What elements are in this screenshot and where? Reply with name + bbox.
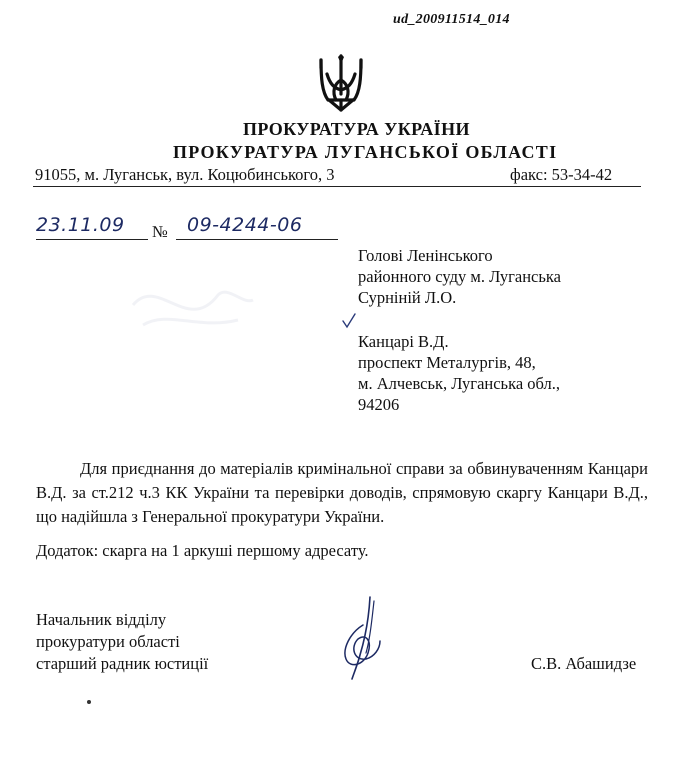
document-id: ud_200911514_014 [393,12,510,27]
body-paragraph: Для приєднання до матеріалів кримінальної справи за обвинуваченням Канцари В.Д. за ст.212 ч.3 КК України та перевірки доводів, спрямовую скаргу Канцари В.Д., що надійшла з Генеральної прокуратури України. [36,459,648,526]
registration-date: 23.11.09 [36,214,125,236]
org-title-2: ПРОКУРАТУРА ЛУГАНСЬКОЇ ОБЛАСТІ [173,142,558,162]
ink-speck [87,700,91,704]
recipient-1-line: Голові Ленінського [358,246,493,265]
recipient-2-line: проспект Металургів, 48, [358,353,536,372]
faint-stamp-mark [128,265,258,345]
trident-emblem-icon [318,54,364,119]
checkmark-icon [341,312,357,335]
org-address: 91055, м. Луганськ, вул. Коцюбинського, 3 [35,165,335,184]
number-underline [176,239,338,240]
signer-position-line: Начальник відділу [36,610,167,629]
recipient-2-line: Канцарі В.Д. [358,332,449,351]
registration-number-label: № [152,222,168,241]
date-underline [36,239,148,240]
recipient-1-line: районного суду м. Луганська [358,267,561,286]
signer-name: С.В. Абашидзе [531,654,637,673]
recipient-2-line: 94206 [358,395,400,414]
recipient-2-line: м. Алчевськ, Луганська обл., [358,374,561,393]
org-title-1: ПРОКУРАТУРА УКРАЇНИ [243,119,470,139]
org-fax: факс: 53-34-42 [510,165,613,184]
attachment-note: Додаток: скарга на 1 аркуші першому адресату. [36,541,369,560]
signer-position-line: прокуратури області [36,632,180,651]
registration-number: 09-4244-06 [187,214,303,236]
signer-position-line: старший радник юстиції [36,654,209,673]
header-divider [33,186,641,187]
handwritten-signature [336,595,386,685]
recipient-1-line: Сурніній Л.О. [358,288,457,307]
